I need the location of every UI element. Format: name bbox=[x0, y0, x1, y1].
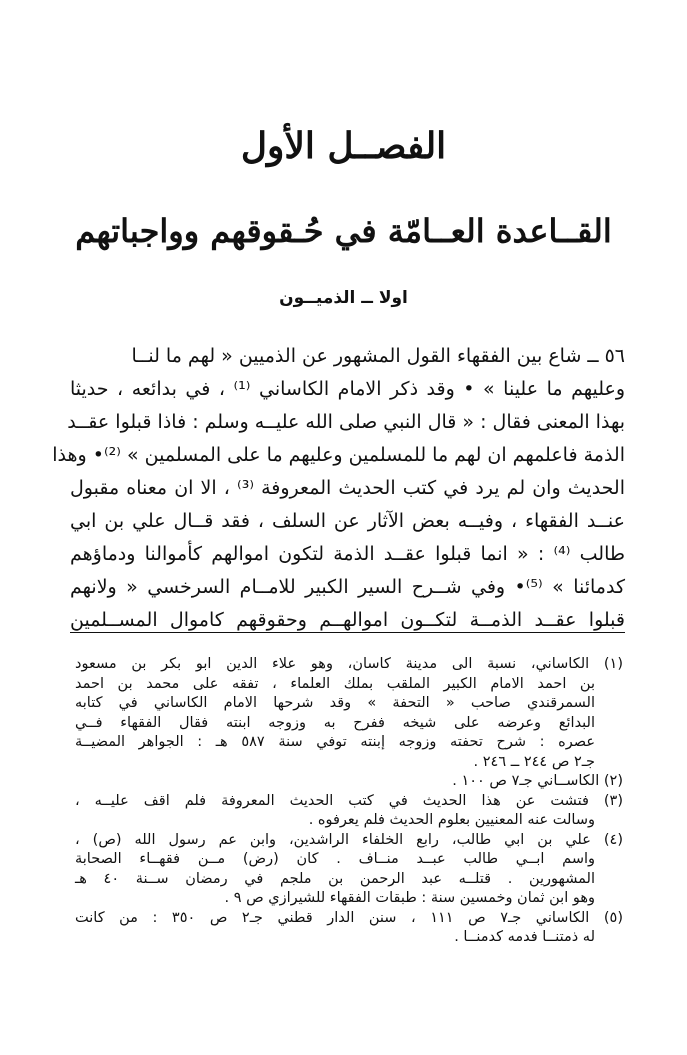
footnote-line: جـ٢ ص ٢٤٤ ــ ٢٤٦ . bbox=[473, 753, 595, 770]
chapter-subtitle: القــاعدة العــامّة في حُـقوقهم وواجباتهم bbox=[75, 212, 612, 250]
body-line: عنــد الفقهاء ، وفيــه بعض الآثار عن السلف ، فقد قــال علي بن ابي bbox=[70, 510, 625, 532]
footnote-3 bbox=[75, 792, 623, 831]
body-line: بهذا المعنى فقال : « قال النبي صلى الله عليــه وسلم : فاذا قبلوا عقــد bbox=[67, 411, 625, 433]
section-heading: اولا ــ الذميــون bbox=[279, 288, 408, 308]
footnote-line: السمرقندي صاحب « التحفة » وقد شرحها الامام الكاساني في كتابه bbox=[75, 695, 595, 711]
body-line: كدمائنا » ⁽⁵⁾• وفي شــرح السير الكبير للامــام السرخسي « ولانهم bbox=[70, 576, 625, 598]
footnote-line: البدائع وعرضه على شيخه ففرح به وزوجه ابنته فقال الفقهاء فــي bbox=[75, 714, 595, 731]
footnote-line: له ذمتنــا فدمه كدمنــا . bbox=[454, 929, 595, 945]
body-text bbox=[52, 340, 626, 637]
body-line: ٥٦ ــ شاع بين الفقهاء القول المشهور عن الذميين « لهم ما لنــا bbox=[131, 345, 625, 367]
footnote-line: (١) الكاساني، نسبة الى مدينة كاسان، وهو علاء الدين ابو بكر بن مسعود bbox=[75, 656, 623, 672]
footnote-line: وسالت عنه المعنيين بعلوم الحديث فلم يعرفوه . bbox=[308, 812, 595, 828]
footnote-line: (٥) الكاساني جـ٧ ص ١١١ ، سنن الدار قطني جـ٢ ص ٣٥٠ : من كانت bbox=[75, 909, 623, 926]
footnote-line: (٤) علي بن ابي طالب، رابع الخلفاء الراشدين، وابن عم رسول الله (ص) ، bbox=[75, 831, 623, 848]
footnote-line: (٣) فتشت عن هذا الحديث في كتب الحديث المعروفة فلم اقف عليــه ، bbox=[75, 792, 623, 809]
body-line: الذمة فاعلمهم ان لهم ما للمسلمين وعليهم ما على المسلمين » ⁽²⁾• وهذا bbox=[52, 444, 625, 466]
footnote-line: عصره : شرح تحفته وزوجه إبنته توفي سنة ٥٨٧ هـ : الجواهر المضيــة bbox=[75, 734, 595, 750]
footnotes bbox=[75, 655, 623, 948]
body-line: الحديث وان لم يرد في كتب الحديث المعروفة ⁽³⁾ ، الا ان معناه مقبول bbox=[70, 477, 626, 499]
body-line: طالب ⁽⁴⁾ : « انما قبلوا عقــد الذمة لتكون اموالهم كأموالنا ودماؤهم bbox=[70, 543, 625, 565]
footnote-line: (٢) الكاســاني جـ٧ ص ١٠٠ . bbox=[452, 773, 623, 789]
footnote-5 bbox=[75, 909, 623, 948]
footnote-2 bbox=[75, 772, 623, 792]
footnote-line: المشهورين . قتلــه عبد الرحمن بن ملجم في رمضان ســنة ٤٠ هـ bbox=[75, 870, 595, 887]
footnote-4 bbox=[75, 831, 623, 909]
body-line: قبلوا عقــد الذمــة لتكــون اموالهــم وحقوقهم كاموال المســلمين bbox=[70, 609, 625, 631]
chapter-title: الفصــل الأول bbox=[240, 125, 447, 167]
footnote-1 bbox=[75, 655, 623, 772]
footnote-line: بن احمد الامام الكبير الملقب بملك العلماء ، تفقه على محمد بن احمد bbox=[75, 675, 595, 692]
footnote-line: وهو ابن ثمان وخمسين سنة : طبقات الفقهاء للشيرازي ص ٩ . bbox=[224, 890, 595, 906]
body-line: وعليهم ما علينا » • وقد ذكر الامام الكاساني ⁽¹⁾ ، في بدائعه ، حديثا bbox=[70, 378, 626, 400]
footnote-line: واسم ابــي طالب عبــد منــاف . كان (رض) مــن فقهــاء الصحابة bbox=[75, 851, 595, 867]
